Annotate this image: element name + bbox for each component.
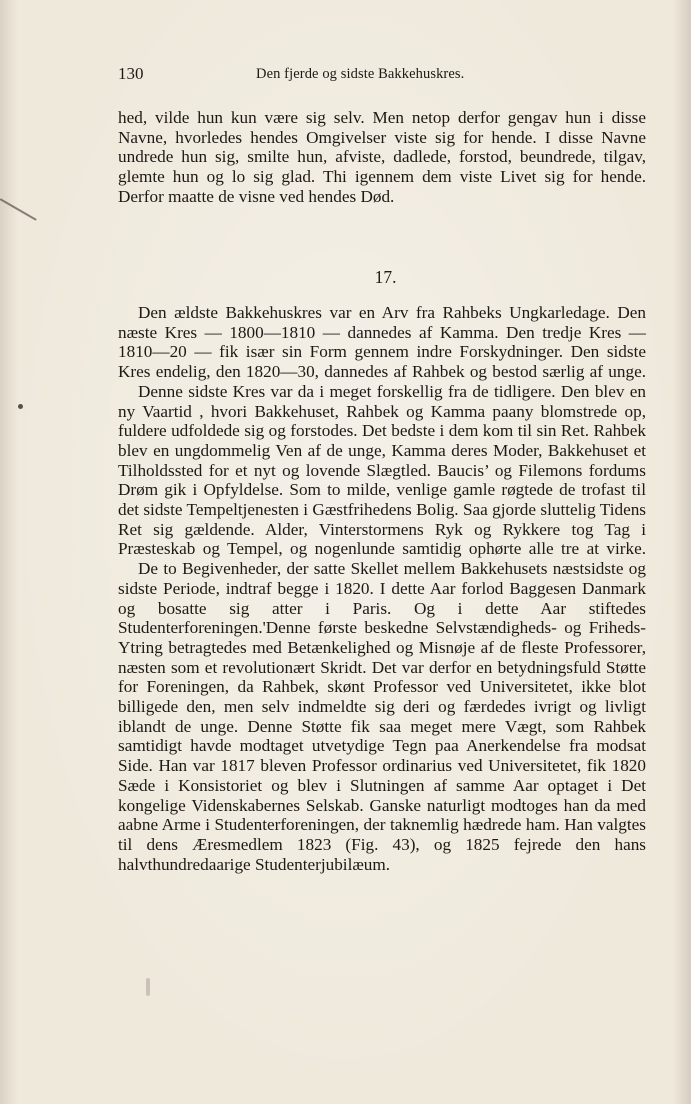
text-block-section <box>118 303 646 874</box>
running-head <box>118 64 646 88</box>
page-edge-shadow-left <box>0 0 18 1104</box>
paragraph: Denne sidste Kres var da i meget forskellig fra de tidligere. Den blev en ny Vaartid , hvori Bakkehuset, Rahbek og Kamma paany blomstrede op, fuldere udfoldede sig og forstodes. Det bedste i dem kom til sin Ret. Rahbek blev en ungdommelig Ven af de unge, Kamma deres Moder, Bakkehuset et Tilholdssted for et nyt og lovende Slægtled. Baucis’ og Filemons fordums Drøm gik i Opfyldelse. Som to milde, venlige gamle røgtede de trofast til det sidste Tempeltjenesten i Gæstfrihedens Bolig. Saa gjorde sluttelig Tidens Ret sig gældende. Alder, Vinterstormens Ryk og Rykkere tog Tag i Præsteskab og Tempel, og nogenlunde samtidig ophørte alle tre at virke. <box>118 381 646 559</box>
ink-speck <box>18 404 23 409</box>
page-edge-shadow-right <box>673 0 691 1104</box>
text-block-continuation <box>118 108 646 207</box>
running-head-title: Den fjerde og sidste Bakkehuskres. <box>256 66 465 82</box>
paper-blemish <box>146 978 150 996</box>
paragraph: De to Begivenheder, der satte Skellet mellem Bakkehusets næstsidste og sidste Periode, indtraf begge i 1820. I dette Aar forlod Baggesen Danmark og bosatte sig atter i Paris. Og i dette Aar stiftedes Studenterforeningen.'Denne første beskedne Selvstændigheds- og Friheds-Ytring betragtedes med Betænkelighed og Misnøje af de fleste Professorer, næsten som et revolutionært Skridt. Det var derfor en betydningsfuld Støtte for Foreningen, da Rahbek, skønt Professor ved Universitetet, ikke blot billigede den, men selv indmeldte sig deri og færdedes ivrigt og livligt iblandt de unge. Denne Støtte fik saa meget mere Vægt, som Rahbek samtidigt havde modtaget utvetydige Tegn paa Anerkendelse fra modsat Side. Han var 1817 bleven Professor ordinarius ved Universitetet, fik 1820 Sæde i Konsistoriet og blev i Slutningen af samme Aar optaget i Det kongelige Videnskabernes Selskab. Ganske naturligt modtoges han da med aabne Arme i Studenterforeningen, der taknemlig hædrede ham. Han valgtes til dens Æresmedlem 1823 (Fig. 43), og 1825 fejrede den hans halvthundredaarige Studenterjubilæum. <box>118 559 646 874</box>
section-number: 17. <box>374 267 397 287</box>
page-number: 130 <box>118 64 144 83</box>
paragraph: hed, vilde hun kun være sig selv. Men netop derfor gengav hun i disse Navne, hvorledes hendes Omgivelser viste sig for hende. I disse Navne undrede hun sig, smilte hun, afviste, dadlede, forstod, beundrede, tilgav, glemte hun og lo sig glad. Thi igennem dem viste Livet sig for hende. Derfor maatte de visne ved hendes Død. <box>118 108 646 206</box>
paragraph: Den ældste Bakkehuskres var en Arv fra Rahbeks Ungkarledage. Den næste Kres — 1800—1810 — dannedes af Kamma. Den tredje Kres — 1810—20 — fik især sin Form gennem indre Forskydninger. Den sidste Kres endelig, den 1820—30, dannedes af Rahbek og bestod særlig af unge. <box>118 303 646 382</box>
